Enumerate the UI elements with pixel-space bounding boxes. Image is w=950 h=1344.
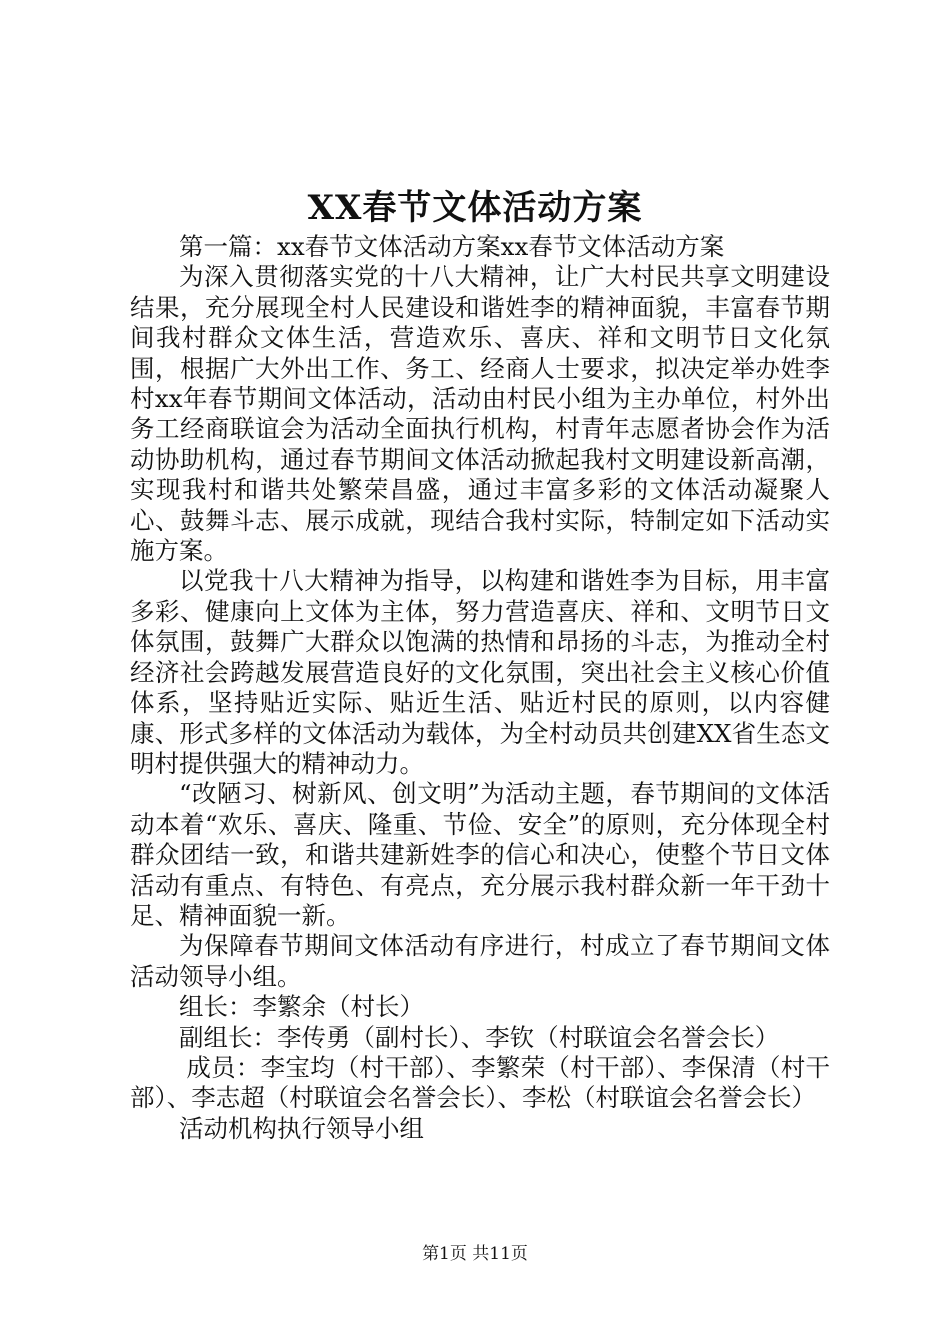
document-title: XX春节文体活动方案 [307, 188, 643, 228]
paragraph-members: 成员：李宝均（村干部）、李繁荣（村干部）、李保清（村干部）、李志超（村联谊会名誉会长）、李松（村联谊会名誉会长） [130, 1052, 830, 1113]
paragraph-activity-theme: “改陋习、树新风、创文明”为活动主题，春节期间的文体活动本着“欢乐、喜庆、隆重、节俭、安全”的原则，充分体现全村群众团结一致，和谐共建新姓李的信心和决心，使整个节日文体活动有重点、有特色、有亮点，充分展示我村群众新一年干劲十足、精神面貌一新。 [130, 779, 830, 930]
paragraph-chapter-heading: 第一篇：xx春节文体活动方案xx春节文体活动方案 [179, 232, 725, 261]
paragraph-executive-group: 活动机构执行领导小组 [179, 1113, 424, 1143]
paragraph-purpose: 为深入贯彻落实党的十八大精神，让广大村民共享文明建设结果，充分展现全村人民建设和谐姓李的精神面貌，丰富春节期间我村群众文体生活，营造欢乐、喜庆、祥和文明节日文化氛围，根据广大外出工作、务工、经商人士要求，拟决定举办姓李村xx年春节期间文体活动，活动由村民小组为主办单位，村外出务工经商联谊会为活动全面执行机构，村青年志愿者协会作为活动协助机构，通过春节期间文体活动掀起我村文明建设新高潮，实现我村和谐共处繁荣昌盛，通过丰富多彩的文体活动凝聚人心、鼓舞斗志、展示成就，现结合我村实际，特制定如下活动实施方案。 [130, 262, 830, 566]
document-body [130, 232, 830, 1144]
page-number-footer: 第1页 共11页 [422, 1244, 528, 1264]
paragraph-leadership-group: 为保障春节期间文体活动有序进行，村成立了春节期间文体活动领导小组。 [130, 931, 830, 991]
paragraph-deputy-leader: 副组长：李传勇（副村长）、李钦（村联谊会名誉会长） [179, 1022, 780, 1052]
paragraph-group-leader: 组长：李繁余（村长） [179, 992, 424, 1022]
paragraph-guiding-ideology: 以党我十八大精神为指导，以构建和谐姓李为目标，用丰富多彩、健康向上文体为主体，努力营造喜庆、祥和、文明节日文体氛围，鼓舞广大群众以饱满的热情和昂扬的斗志，为推动全村经济社会跨越发展营造良好的文化氛围，突出社会主义核心价值体系，坚持贴近实际、贴近生活、贴近村民的原则，以内容健康、形式多样的文体活动为载体，为全村动员共创建XX省生态文明村提供强大的精神动力。 [130, 566, 830, 778]
